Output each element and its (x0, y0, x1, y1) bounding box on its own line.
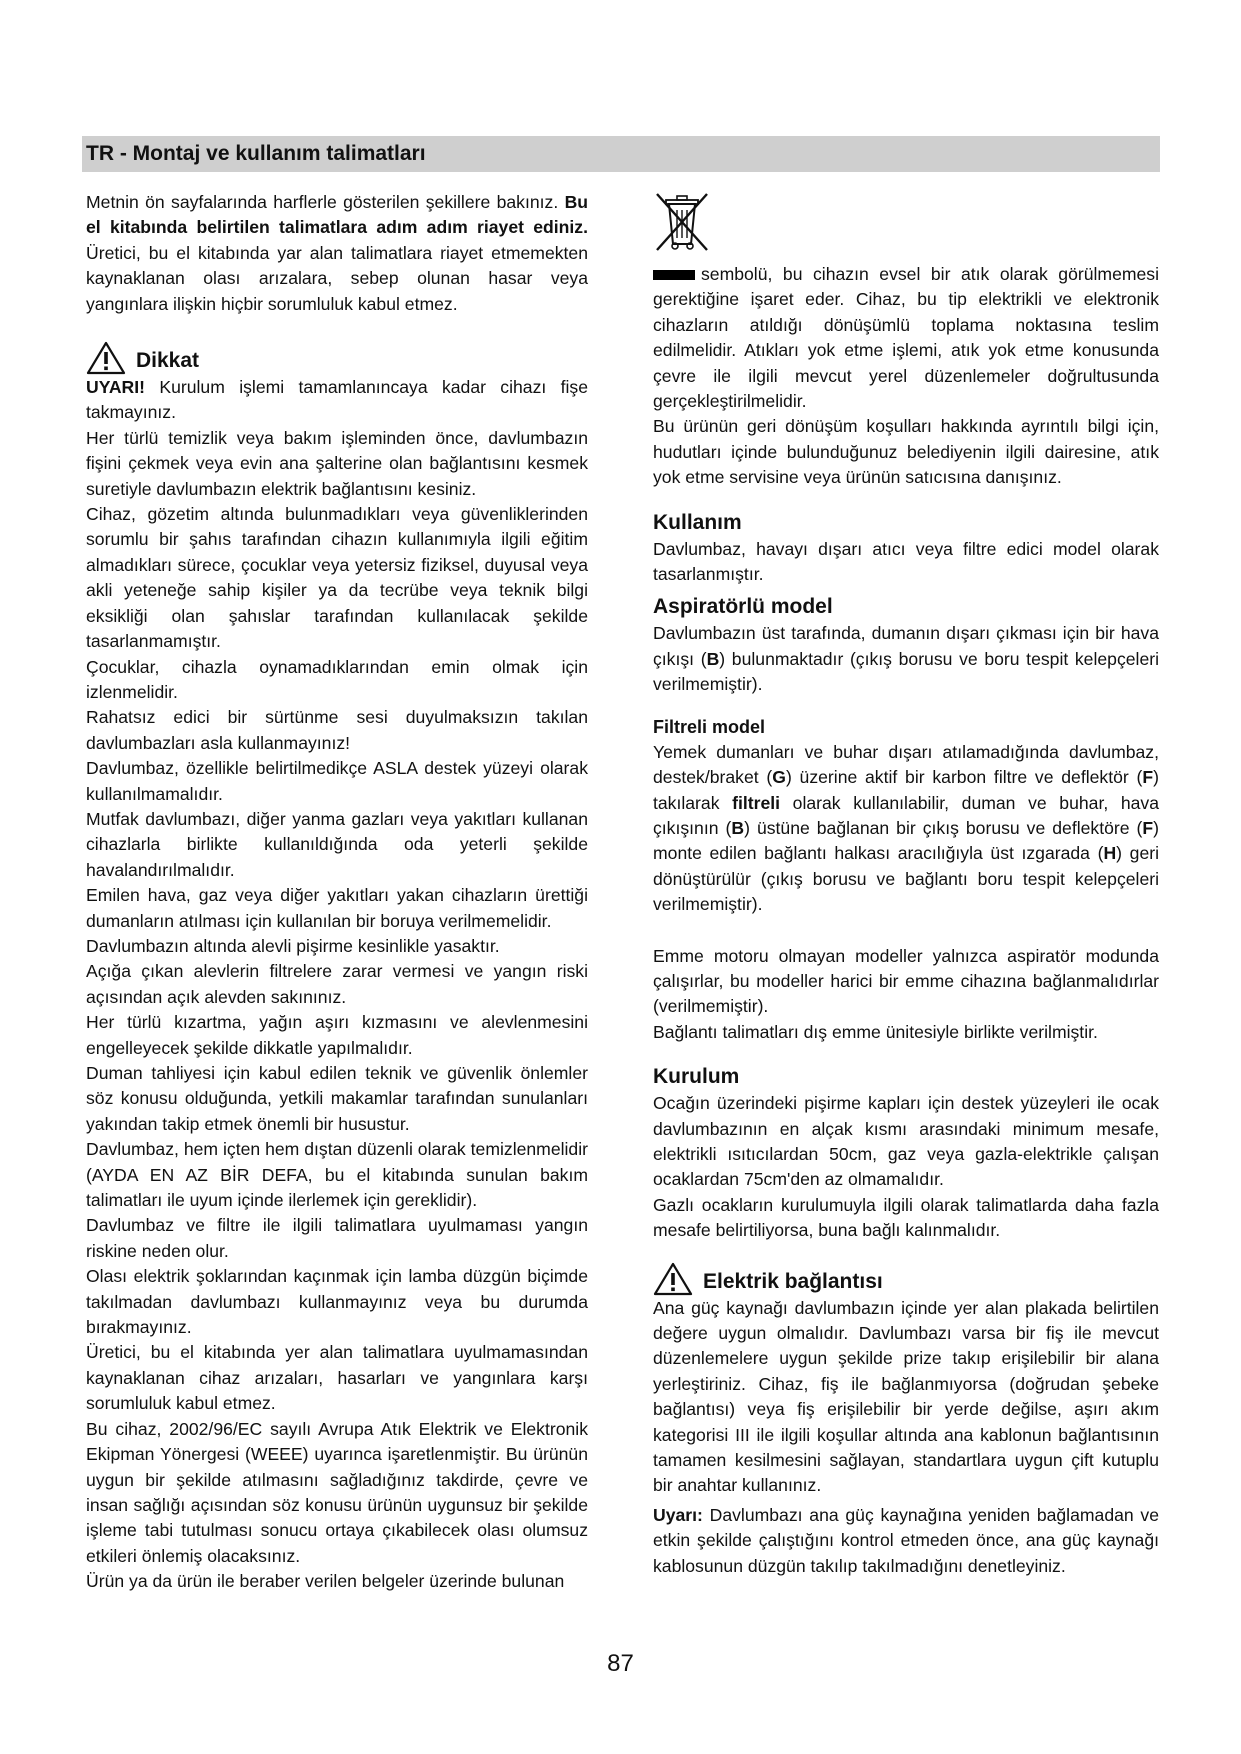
left-paragraph: Davlumbaz, özellikle belirtilmedikçe ASLA destek yüzeyi olarak kullanılmamalıdır. (86, 758, 588, 804)
label-h: H (1103, 843, 1117, 864)
left-paragraph: Açığa çıkan alevlerin filtrelere zarar vermesi ve yangın riski açısından açık alevden sakınınız. (86, 961, 588, 1007)
weee-symbol (653, 190, 1159, 260)
uyari-text: Davlumbazı ana güç kaynağına yeniden bağlamadan ve etkin şekilde çalıştığını kontrol etmeden önce, ana güç kaynağı kablosunun düzgün takılıp takılmadığını denetleyiniz. (653, 1504, 1160, 1576)
filtreli-text: ) geri dönüştürülür (çıkış borusu ve bağlantı boru tespit kelepçeleri verilmemiştir). (653, 843, 1159, 915)
uyari-label: UYARI! (86, 377, 145, 398)
dikkat-heading (86, 329, 588, 375)
left-paragraph: Emilen hava, gaz veya diğer yakıtları yakan cihazların ürettiği dumanların atılması için kullanılan bir boruya verilmemelidir. (86, 885, 588, 931)
left-paragraph: Cihaz, gözetim altında bulunmadıkları veya güvenliklerinden sorumlu bir şahıs tarafından cihazın kullanımıyla ilgili eğitim almadıkları sürece, çocuklar veya yetersiz fiziksel, duyusal veya akli yeteneğe sahip kişiler ya da tecrübe veya teknik bilgi eksikliği olan şahıslar tarafından kullanılacak şekilde tasarlanmamıştır. (86, 504, 588, 652)
page-number: 87 (607, 1650, 634, 1677)
label-f: F (1142, 767, 1154, 788)
label-f: F (1142, 817, 1154, 838)
left-paragraph: Rahatsız edici bir sürtünme sesi duyulmaksızın takılan davlumbazları asla kullanmayınız! (86, 707, 588, 753)
gazli-paragraph: Gazlı ocakların kurulumuyla ilgili olarak talimatlarda daha fazla mesafe belirtiliyorsa, buna bağlı kalınmalıdır. (653, 1194, 1159, 1241)
weee-text: sembolü, bu cihazın evsel bir atık olarak görülmemesi gerektiğine işaret eder. Cihaz, bu tip elektrikli ve elektronik cihazların atıldığı dönüşümlü toplama noktasına teslim edilmelidir. Atıkları yok etme işlemi, atık yok etme konusunda çevre ile ilgili mevcut yerel düzenlemeler doğrultusunda gerçekleştirilmelidir. (653, 264, 1159, 412)
filtreli-paragraph (653, 740, 1159, 918)
left-paragraph: Bu cihaz, 2002/96/EC sayılı Avrupa Atık Elektrik ve Elektronik Ekipman Yönergesi (WEEE) uyarınca işaretlenmiştir. Bu ürünün uygun bir şekilde atılmasını sağladığınız takdirde, çevre ve insan sağlığı açısından söz konusu ürünün uygunsuz bir şekilde işleme tabi tutulması sonucu ortaya çıkabilecek olası olumsuz etkileri önlemiş olacaksınız. (86, 1418, 588, 1566)
intro-paragraph (86, 190, 588, 317)
elektrik-heading (653, 1250, 1159, 1296)
left-column (86, 190, 588, 1595)
filtreli-text: olarak kullanılabilir, duman ve buhar, hava çıkışının ( (653, 792, 1159, 838)
left-paragraph: Her türlü kızartma, yağın aşırı kızmasını ve alevlenmesini engelleyecek şekilde dikkatle yapılmalıdır. (86, 1012, 588, 1058)
left-paragraph: Ürün ya da ürün ile beraber verilen belgeler üzerinde bulunan (86, 1571, 565, 1592)
emme-paragraph: Emme motoru olmayan modeller yalnızca aspiratör modunda çalışırlar, bu modeller harici bir emme cihazına bağlanmalıdırlar (verilmemiştir). (653, 945, 1159, 1017)
weee-bar-icon (653, 270, 695, 280)
warning-triangle-icon (653, 1262, 693, 1296)
intro-line: Metnin ön sayfalarında harflerle gösterilen şekillere bakınız. (86, 192, 559, 212)
left-paragraph: Davlumbaz, hem içten hem dıştan düzenli olarak temizlenmelidir (AYDA EN AZ BİR DEFA, bu el kitabında sunulan bakım talimatları ile uyum içinde ilerlemek için gereklidir). (86, 1139, 588, 1211)
baglanti-paragraph: Bağlantı talimatları dış emme ünitesiyle birlikte verilmiştir. (653, 1021, 1098, 1042)
label-b: B (731, 817, 745, 838)
warning-triangle-icon (86, 341, 126, 375)
filtreli-text: Yemek dumanları ve buhar dışarı atılamadığında davlumbaz, destek/braket ( (653, 741, 1159, 788)
filtreli-word: filtreli (732, 792, 781, 813)
recycle-paragraph: Bu ürünün geri dönüşüm koşulları hakkında ayrıntılı bilgi için, hudutları içinde bulunduğunuz belediyenin ilgili dairesine, atık yok etme servisine veya ürünün satıcısına danışınız. (653, 416, 1159, 488)
kurulum-title: Kurulum (653, 1065, 740, 1089)
aspirator-text-a: Davlumbazın üst tarafında, dumanın dışarı çıkması için bir hava çıkışı ( (653, 623, 1159, 669)
elektrik-title: Elektrik bağlantısı (703, 1269, 883, 1293)
uyari-text: Kurulum işlemi tamamlanıncaya kadar cihazı fişe takmayınız. (86, 377, 588, 423)
left-paragraph: Üretici, bu el kitabında yer alan talimatlara uyulmamasından kaynaklanan cihaz arızaları, hasarları ve yangınlara karşı sorumluluk kabul etmez. (86, 1342, 588, 1414)
intro-bold: Bu el kitabında belirtilen talimatlara adım adım riayet ediniz. (86, 192, 589, 238)
left-paragraph: Davlumbaz ve filtre ile ilgili talimatlara uyulmaması yangın riskine neden olur. (86, 1215, 588, 1261)
left-paragraph: Her türlü temizlik veya bakım işleminden önce, davlumbazın fişini çekmek veya evin ana şalterine olan bağlantısını kesmek suretiyle davlumbazın elektrik bağlantısını kesiniz. (86, 427, 588, 499)
kullanim-paragraph: Davlumbaz, havayı dışarı atıcı veya filtre edici model olarak tasarlanmıştır. (653, 538, 1159, 585)
kullanim-title: Kullanım (653, 510, 742, 534)
kurulum-paragraph: Ocağın üzerindeki pişirme kapları için destek yüzeyleri ile ocak davlumbazının en alçak kısmı arasındaki minimum mesafe, elektrikli ısıtıcılardan 50cm, gaz veya gazla-elektrikle çalışan ocaklardan 75cm'den az olmamalıdır. (653, 1093, 1159, 1190)
filtreli-text: ) monte edilen bağlantı halkası aracılığıyla üst ızgarada ( (653, 817, 1159, 864)
filtreli-text: ) üstüne bağlanan bir çıkış borusu ve deflektöre ( (744, 817, 1143, 838)
filtreli-text: ) üzerine aktif bir karbon filtre ve deflektör ( (785, 767, 1143, 788)
aspirator-text-b: ) bulunmaktadır (çıkış borusu ve boru tespit kelepçeleri verilmemiştir). (653, 648, 1159, 695)
section-header (82, 136, 1160, 172)
weee-paragraph (653, 262, 1159, 414)
aspirator-title: Aspiratörlü model (653, 595, 833, 619)
elektrik-paragraph: Ana güç kaynağı davlumbazın içinde yer alan plakada belirtilen değere uygun olmalıdır. Davlumbazı varsa bir fiş ile mevcut düzenlemelere uygun şekilde prize takıp erişilebilir bir alana yerleştiriniz. Cihaz, fiş ile bağlanmıyorsa (doğrudan şebeke bağlantısı) veya fiş erişilebilir bir yerde değilse, aşırı akım kategorisi III ile ilgili koşullar altında ana kablonun bağlantısının tamamen kesilmesini sağlayan, standartlara uygun çift kutuplu bir anahtar kullanınız. (653, 1297, 1159, 1496)
intro-rest: Üretici, bu el kitabında yar alan talimatlara riayet etmemekten kaynaklanan olası arızalara, sebep olunan hasar veya yangınlara ilişkin hiçbir sorumluluk kabul etmez. (86, 242, 588, 314)
uyari-label: Uyarı: (653, 1504, 703, 1525)
section-title: TR - Montaj ve kullanım talimatları (86, 142, 426, 165)
uyari-paragraph (653, 1503, 1159, 1579)
left-paragraph: Davlumbazın altında alevli pişirme kesinlikle yasaktır. (86, 935, 500, 956)
right-column (653, 190, 1159, 1579)
crossed-bin-icon (653, 190, 711, 252)
label-g: G (772, 767, 786, 788)
left-paragraph: Olası elektrik şoklarından kaçınmak için lamba düzgün biçimde takılmadan davlumbazı kullanmayınız veya bu durumda bırakmayınız. (86, 1266, 588, 1338)
filtreli-text: ) takılarak (653, 767, 1159, 813)
aspirator-paragraph (653, 621, 1159, 697)
left-paragraph: Çocuklar, cihazla oynamadıklarından emin olmak için izlenmelidir. (86, 656, 588, 702)
filtreli-title: Filtreli model (653, 716, 766, 737)
dikkat-title: Dikkat (136, 349, 200, 373)
left-paragraph: Mutfak davlumbazı, diğer yanma gazları veya yakıtları kullanan cihazlarla birlikte kullanıldığında oda yeterli şekilde havalandırılmalıdır. (86, 808, 588, 880)
label-b: B (706, 648, 720, 669)
left-paragraph: Duman tahliyesi için kabul edilen teknik ve güvenlik önlemler söz konusu olduğunda, yetkili makamlar tarafından sunulanları yakından takip etmek önemli bir husustur. (86, 1063, 588, 1134)
uyari-paragraph (86, 375, 588, 426)
